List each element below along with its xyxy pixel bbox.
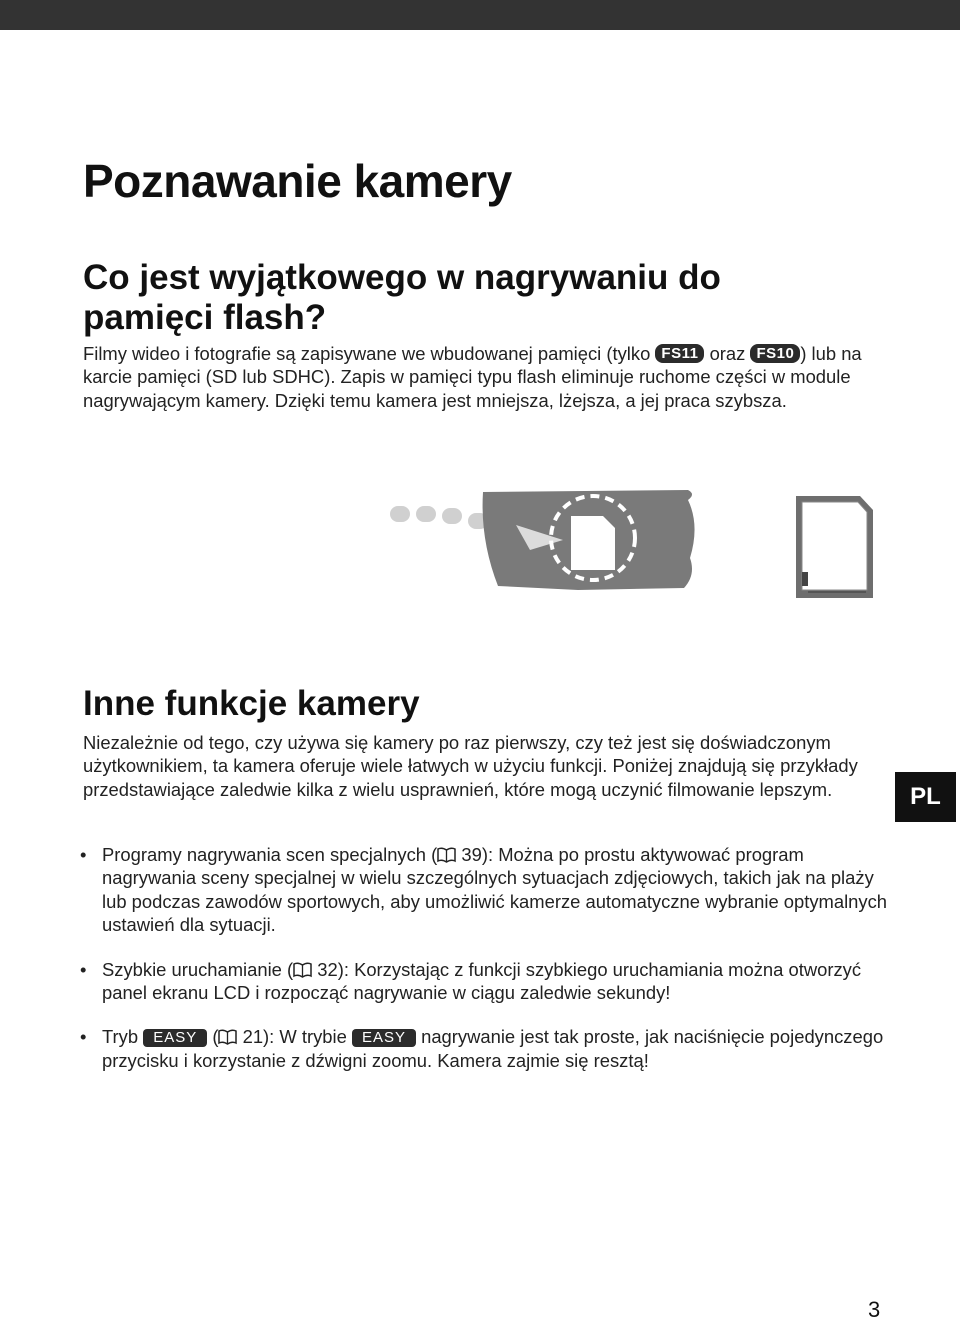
page-title: Poznawanie kamery bbox=[83, 155, 512, 207]
book-reference-icon bbox=[293, 962, 312, 978]
page-number: 3 bbox=[868, 1297, 881, 1322]
camera-and-sd-card-illustration bbox=[388, 480, 888, 605]
flash-memory-paragraph: Filmy wideo i fotografie są zapisywane we wbudowanej pamięci (tylko FS11 oraz FS10 ) lub na karcie pamięci (SD lub SDHC). Zapis w pamięci typu flash eliminuje ruchome części w module nagrywającym kamery. Dzięki temu kamera jest mniejsza, lżejsza, a jej praca szybsza. bbox=[83, 343, 862, 411]
feature-list bbox=[80, 843, 890, 1093]
memory-card-outline bbox=[571, 516, 615, 570]
section-heading-other-features: Inne funkcje kamery bbox=[83, 684, 420, 723]
easy-mode-badge: EASY bbox=[143, 1029, 207, 1047]
sd-card-icon bbox=[796, 496, 873, 598]
language-tab: PL bbox=[895, 772, 956, 822]
top-bar bbox=[0, 0, 960, 30]
book-reference-icon bbox=[218, 1029, 237, 1045]
fs10-model-badge: FS10 bbox=[750, 344, 800, 363]
list-item: • Tryb EASY ( 21): W trybie EASY nagrywanie jest tak proste, jak naciśnięcie pojedynczego przycisku i korzystanie z dźwigni zoomu. Kamera zajmie się resztą! bbox=[80, 1026, 884, 1071]
book-reference-icon bbox=[437, 847, 456, 863]
list-item: • Szybkie uruchamianie ( 32): Korzystając z funkcji szybkiego uruchamiania można otworzyć panel ekranu LCD i rozpocząć nagrywanie w ciągu zaledwie sekundy! bbox=[80, 958, 862, 1004]
other-features-paragraph: Niezależnie od tego, czy używa się kamery po raz pierwszy, czy też jest się doświadczonym użytkownikiem, ta kamera oferuje wiele łatwych w użyciu funkcji. Poniżej znajdują się przykłady przedstawiające zaledwie kilka z wielu usprawnień, które mogą uczynić filmowanie lepszym. bbox=[83, 732, 858, 800]
list-item: • Programy nagrywania scen specjalnych ( 39): Można po prostu aktywować program nagrywania sceny specjalnej w wielu szczególnych sytuacjach zdjęciowych, takich jak na plaży lub podczas zawodów sportowych, aby umożliwić kamerze automatyczne wybranie optymalnych ustawień dla sytuacji. bbox=[80, 844, 888, 936]
fs11-model-badge: FS11 bbox=[655, 344, 704, 363]
easy-mode-badge: EASY bbox=[352, 1029, 416, 1047]
motion-dots bbox=[390, 506, 488, 529]
section-heading-flash-memory: Co jest wyjątkowego w nagrywaniu do pamięci flash? bbox=[83, 258, 721, 337]
